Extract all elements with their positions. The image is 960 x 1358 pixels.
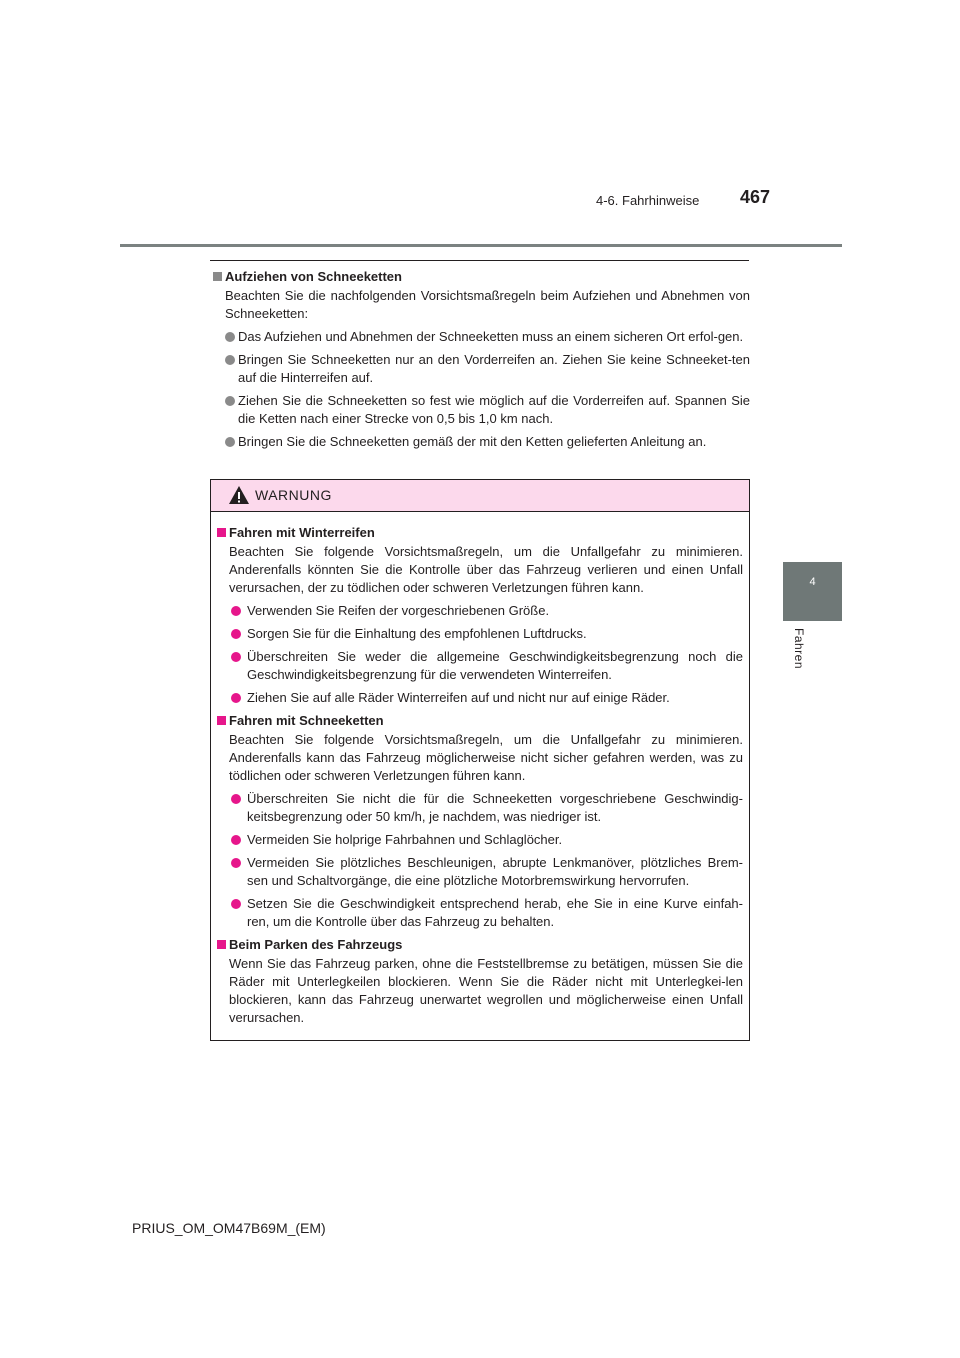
round-bullet-icon (231, 858, 241, 868)
warning-heading: Fahren mit Schneeketten (215, 712, 743, 730)
round-bullet-icon (231, 652, 241, 662)
round-bullet-icon (225, 396, 235, 406)
header-rule (120, 244, 842, 247)
round-bullet-icon (231, 899, 241, 909)
page-number: 467 (740, 187, 771, 207)
round-bullet-icon (231, 629, 241, 639)
warning-title: WARNUNG (255, 487, 332, 503)
section-snow-chains (210, 268, 750, 456)
round-bullet-icon (231, 835, 241, 845)
chapter-tab-label: Fahren (792, 628, 806, 670)
section-heading (210, 268, 750, 286)
round-bullet-icon (225, 332, 235, 342)
warning-triangle-icon (228, 485, 250, 505)
chapter-tab-number: 4 (809, 576, 816, 588)
header-section-title: 4-6. Fahrhinweise (596, 193, 700, 208)
square-bullet-icon (213, 272, 222, 281)
warning-box (210, 479, 750, 1041)
square-bullet-icon (217, 528, 226, 537)
section-heading-text: Aufziehen von Schneeketten (225, 269, 402, 284)
list-item: Vermeiden Sie holprige Fahrbahnen und Schlaglöcher. (215, 831, 743, 849)
square-bullet-icon (217, 716, 226, 725)
list-item: Bringen Sie die Schneeketten gemäß der mit den Ketten gelieferten Anleitung an. (210, 433, 750, 451)
list-item: Vermeiden Sie plötzliches Beschleunigen, abrupte Lenkmanöver, plötzliches Brem-sen und Schaltvorgänge, die eine plötzliche Motorbremswirkung hervorrufen. (215, 854, 743, 890)
list-item: Sorgen Sie für die Einhaltung des empfohlenen Luftdrucks. (215, 625, 743, 643)
chapter-tab[interactable] (783, 562, 842, 621)
list-item: Setzen Sie die Geschwindigkeit entsprechend herab, ehe Sie in eine Kurve einfah-ren, um die Kontrolle über das Fahrzeug zu behalten. (215, 895, 743, 931)
warning-block-snow-chains (215, 712, 743, 931)
list-item: Ziehen Sie die Schneeketten so fest wie möglich auf die Vorderreifen auf. Spannen Sie die Ketten nach einer Strecke von 0,5 bis 1,0 km nach. (210, 392, 750, 428)
section-intro: Beachten Sie die nachfolgenden Vorsichtsmaßregeln beim Aufziehen und Abnehmen von Schneeketten: (225, 288, 750, 321)
warning-block-parking (215, 936, 743, 1027)
warning-block-winter-tires (215, 524, 743, 707)
warning-intro: Beachten Sie folgende Vorsichtsmaßregeln, um die Unfallgefahr zu minimieren. Anderenfalls kann das Fahrzeug möglicherweise nicht sicher gefahren werden, was zu tödlichen oder schweren Verletzungen führen kann. (229, 732, 743, 783)
round-bullet-icon (231, 693, 241, 703)
square-bullet-icon (217, 940, 226, 949)
warning-header (211, 480, 749, 512)
warning-heading: Beim Parken des Fahrzeugs (215, 936, 743, 954)
section-rule (210, 260, 749, 261)
list-item: Ziehen Sie auf alle Räder Winterreifen auf und nicht nur auf einige Räder. (215, 689, 743, 707)
warning-intro: Beachten Sie folgende Vorsichtsmaßregeln, um die Unfallgefahr zu minimieren. Anderenfalls könnten Sie die Kontrolle über das Fahrzeug verlieren und einen Unfall verursachen, der zu tödlichen oder schweren Verletzungen führen kann. (229, 544, 743, 595)
warning-body (211, 512, 749, 1027)
warning-intro: Wenn Sie das Fahrzeug parken, ohne die Feststellbremse zu betätigen, müssen Sie die Räder mit Unterlegkeilen blockieren. Wenn Sie die Räder nicht mit Unterlegkei-len blockieren, kann das Fahrzeug unerwartet wegrollen und möglicherweise einen Unfall verursachen. (229, 956, 743, 1025)
footer-document-code: PRIUS_OM_OM47B69M_(EM) (132, 1220, 326, 1236)
list-item: Überschreiten Sie weder die allgemeine Geschwindigkeitsbegrenzung noch die Geschwindigkeitsbegrenzung für die verwendeten Winterreifen. (215, 648, 743, 684)
list-item: Das Aufziehen und Abnehmen der Schneeketten muss an einem sicheren Ort erfol-gen. (210, 328, 750, 346)
round-bullet-icon (225, 355, 235, 365)
round-bullet-icon (225, 437, 235, 447)
round-bullet-icon (231, 794, 241, 804)
round-bullet-icon (231, 606, 241, 616)
list-item: Verwenden Sie Reifen der vorgeschriebenen Größe. (215, 602, 743, 620)
warning-heading: Fahren mit Winterreifen (215, 524, 743, 542)
list-item: Überschreiten Sie nicht die für die Schneeketten vorgeschriebene Geschwindig-keitsbegrenzung oder 50 km/h, je nachdem, was niedriger ist. (215, 790, 743, 826)
list-item: Bringen Sie Schneeketten nur an den Vorderreifen an. Ziehen Sie keine Schneeket-ten auf die Hinterreifen auf. (210, 351, 750, 387)
